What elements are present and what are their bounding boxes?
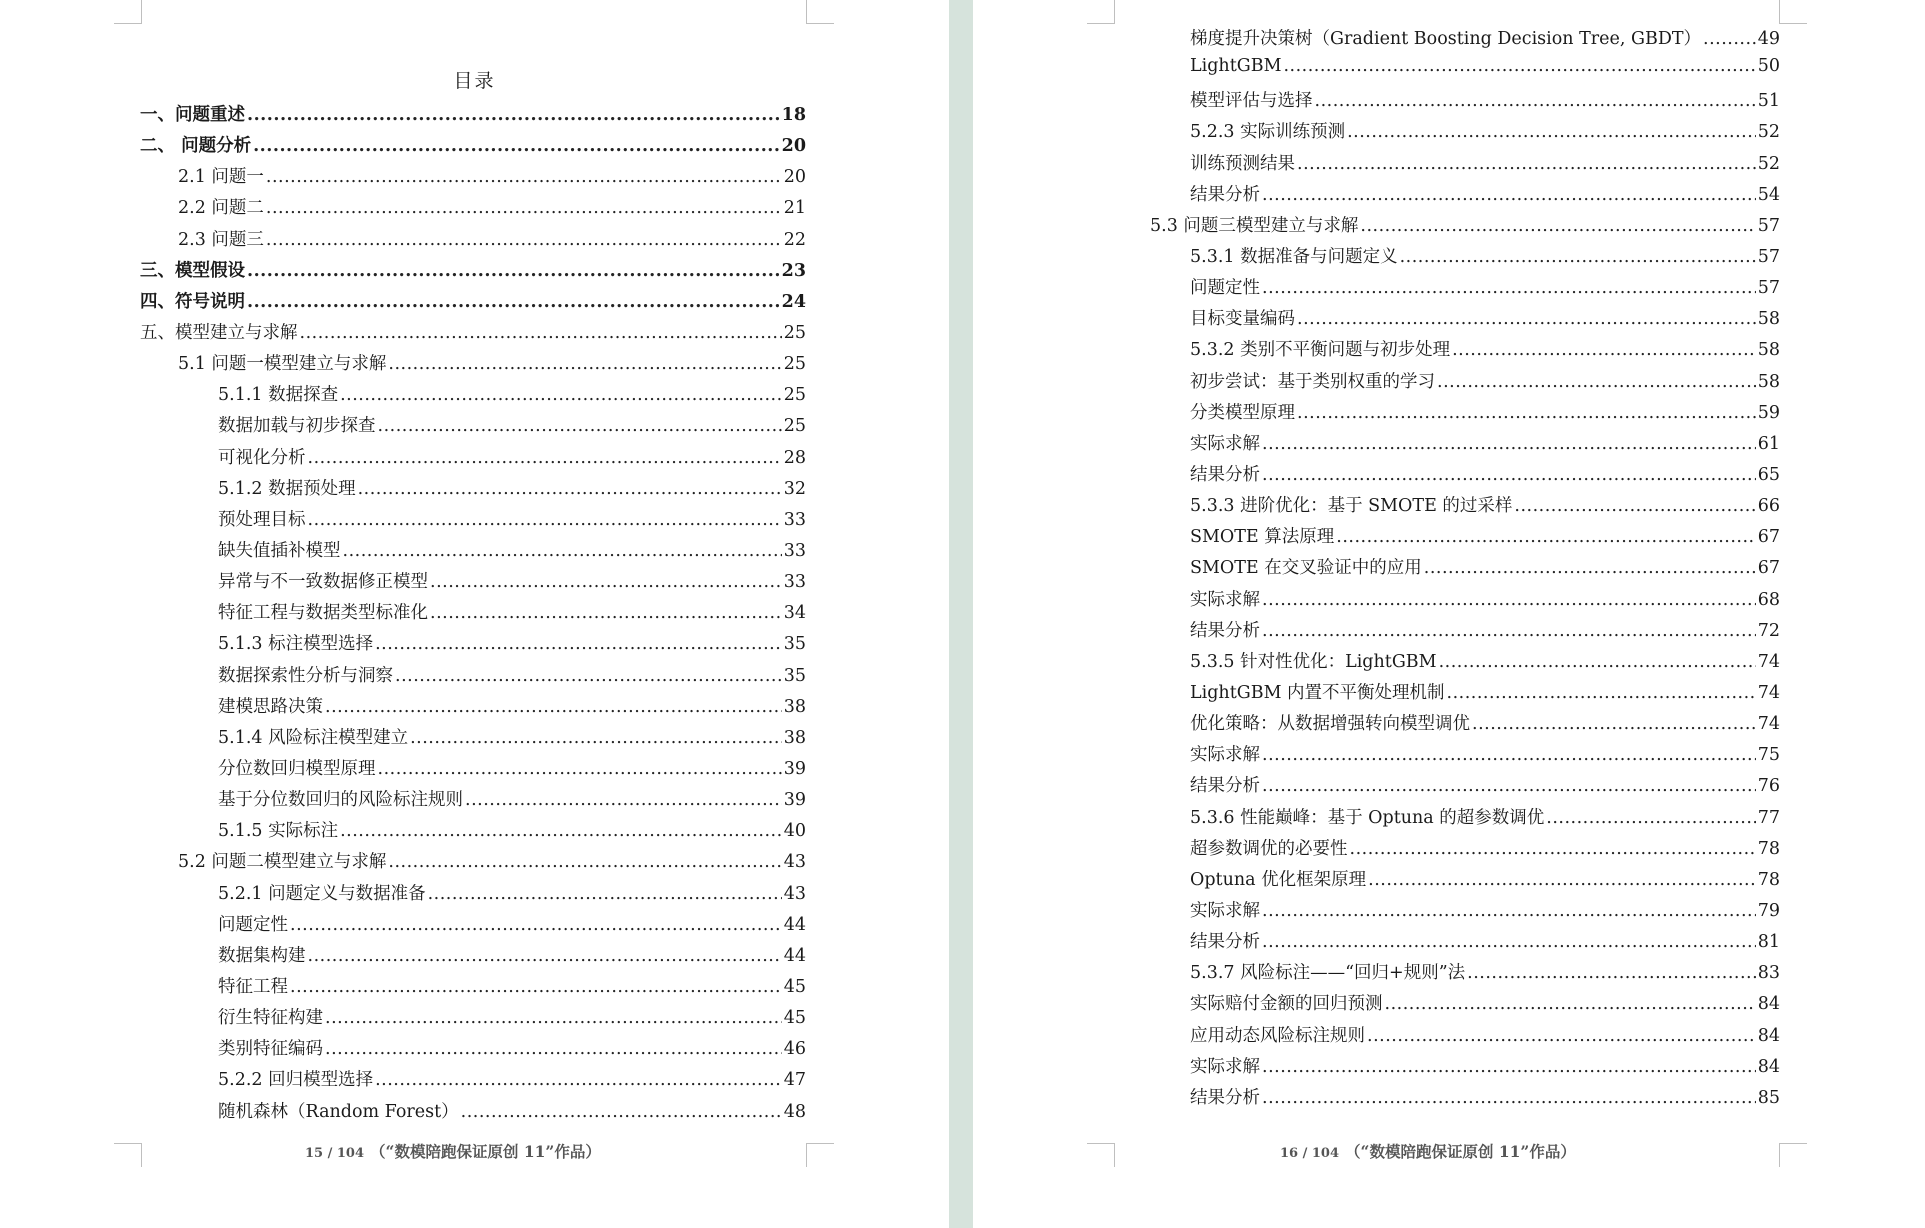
toc-entry[interactable] — [1150, 305, 1780, 336]
toc-entry-page-number: 58 — [1757, 371, 1780, 392]
toc-leader-dots — [461, 1102, 782, 1122]
toc-entry-label: 5.2.3 实际训练预测 — [1190, 122, 1346, 143]
toc-entry[interactable] — [140, 475, 806, 506]
toc-leader-dots — [247, 105, 780, 125]
page-number: 16 / 104 — [1280, 1146, 1340, 1161]
toc-leader-dots — [1262, 932, 1756, 952]
toc-entry[interactable] — [140, 599, 806, 630]
toc-entry[interactable] — [1150, 617, 1780, 648]
toc-entry-label: 数据加载与初步探查 — [218, 416, 376, 437]
toc-entry[interactable] — [140, 911, 806, 942]
toc-entry-label: 实际求解 — [1190, 745, 1260, 766]
toc-entry-page-number: 57 — [1757, 215, 1780, 236]
toc-leader-dots — [325, 1039, 782, 1059]
toc-entry[interactable] — [140, 1098, 806, 1129]
toc-entry[interactable] — [140, 1035, 806, 1066]
toc-leader-dots — [1262, 776, 1756, 796]
toc-entry[interactable] — [140, 568, 806, 599]
toc-entry-page-number: 57 — [1757, 278, 1780, 299]
toc-entry-label: SMOTE 算法原理 — [1190, 527, 1335, 548]
toc-leader-dots — [1262, 1088, 1756, 1108]
toc-entry-page-number: 28 — [783, 447, 806, 468]
toc-entry[interactable] — [1150, 430, 1780, 461]
crop-mark — [806, 1143, 834, 1167]
toc-entry-label: 2.3 问题三 — [178, 229, 264, 250]
toc-entry[interactable] — [1150, 1053, 1780, 1084]
toc-entry[interactable] — [1150, 804, 1780, 835]
toc-entry-page-number: 45 — [783, 1008, 806, 1029]
toc-entry[interactable] — [1150, 959, 1780, 990]
toc-entry-label: 结果分析 — [1190, 932, 1260, 953]
toc-entry-page-number: 22 — [783, 229, 806, 250]
footer-text: （“数模陪跑保证原创 11”作品） — [1345, 1142, 1576, 1161]
toc-entry-page-number: 67 — [1757, 527, 1780, 548]
toc-leader-dots — [1546, 808, 1755, 828]
toc-entry[interactable] — [1150, 648, 1780, 679]
toc-entry-page-number: 20 — [781, 136, 806, 157]
toc-entry[interactable] — [1150, 586, 1780, 617]
toc-entry-label: Optuna 优化框架原理 — [1190, 869, 1367, 890]
page-footer-right — [1280, 1140, 1576, 1162]
toc-entry[interactable] — [140, 1004, 806, 1035]
toc-leader-dots — [1439, 652, 1756, 672]
toc-entry-label: 5.1.2 数据预处理 — [218, 478, 356, 499]
toc-entry[interactable] — [140, 973, 806, 1004]
toc-entry-label: 初步尝试：基于类别权重的学习 — [1190, 371, 1435, 392]
toc-leader-dots — [378, 759, 782, 779]
toc-entry[interactable] — [140, 786, 806, 817]
toc-entry-page-number: 20 — [783, 167, 806, 188]
toc-leader-dots — [266, 230, 782, 250]
toc-entry-label: 5.2.2 回归模型选择 — [218, 1070, 374, 1091]
toc-entry-page-number: 34 — [783, 603, 806, 624]
toc-leader-dots — [266, 167, 782, 187]
toc-entry[interactable] — [140, 817, 806, 848]
toc-entry-page-number: 52 — [1757, 122, 1780, 143]
toc-entry-page-number: 74 — [1757, 651, 1780, 672]
toc-entry-label: 数据集构建 — [218, 945, 306, 966]
toc-leader-dots — [340, 385, 782, 405]
toc-leader-dots — [343, 541, 782, 561]
toc-entry-label: LightGBM — [1190, 56, 1282, 77]
toc-leader-dots — [1262, 621, 1756, 641]
toc-entry[interactable] — [1150, 87, 1780, 118]
toc-leader-dots — [1315, 91, 1756, 111]
toc-entry-page-number: 48 — [783, 1101, 806, 1122]
toc-entry[interactable] — [140, 693, 806, 724]
toc-entry-label: 5.2 问题二模型建立与求解 — [178, 852, 387, 873]
toc-leader-dots — [253, 136, 780, 156]
toc-entry[interactable] — [1150, 492, 1780, 523]
toc-entry-label: 特征工程 — [218, 976, 288, 997]
toc-entry-page-number: 61 — [1757, 433, 1780, 454]
toc-entry[interactable] — [1150, 118, 1780, 149]
toc-entry-page-number: 45 — [783, 976, 806, 997]
toc-entry-page-number: 33 — [783, 509, 806, 530]
toc-entry[interactable] — [1150, 243, 1780, 274]
toc-entry[interactable] — [140, 630, 806, 661]
toc-leader-dots — [358, 479, 782, 499]
toc-entry-page-number: 50 — [1757, 56, 1780, 77]
toc-leader-dots — [1297, 403, 1756, 423]
toc-entry-page-number: 76 — [1757, 776, 1780, 797]
crop-mark — [114, 1143, 142, 1167]
toc-leader-dots — [247, 292, 780, 312]
toc-entry[interactable] — [1150, 928, 1780, 959]
toc-leader-dots — [465, 790, 782, 810]
toc-leader-dots — [1367, 1026, 1756, 1046]
toc-leader-dots — [1262, 590, 1756, 610]
toc-leader-dots — [300, 323, 782, 343]
toc-leader-dots — [430, 572, 782, 592]
toc-entry-page-number: 78 — [1757, 838, 1780, 859]
toc-entry-page-number: 81 — [1757, 932, 1780, 953]
toc-entry-label: 五、模型建立与求解 — [140, 322, 298, 343]
page-footer-left — [305, 1140, 601, 1162]
toc-leader-dots — [1703, 29, 1756, 49]
toc-entry[interactable] — [1150, 523, 1780, 554]
toc-entry-page-number: 32 — [783, 478, 806, 499]
toc-entry-page-number: 59 — [1757, 402, 1780, 423]
toc-entry[interactable] — [1150, 554, 1780, 585]
toc-leader-dots — [1262, 745, 1756, 765]
toc-entry-label: 结果分析 — [1190, 464, 1260, 485]
toc-entry-page-number: 47 — [783, 1070, 806, 1091]
toc-entry-page-number: 25 — [783, 385, 806, 406]
toc-leader-dots — [388, 852, 781, 872]
toc-entry-page-number: 84 — [1757, 994, 1780, 1015]
toc-entry[interactable] — [1150, 461, 1780, 492]
toc-entry[interactable] — [1150, 399, 1780, 430]
toc-leader-dots — [1262, 901, 1756, 921]
toc-entry-page-number: 66 — [1757, 496, 1780, 517]
toc-leader-dots — [1350, 839, 1756, 859]
toc-entry[interactable] — [140, 132, 806, 163]
toc-leader-dots — [1447, 683, 1756, 703]
toc-entry-page-number: 39 — [783, 790, 806, 811]
toc-entry[interactable] — [140, 506, 806, 537]
toc-entry[interactable] — [140, 880, 806, 911]
toc-entry-label: 5.3.6 性能巅峰：基于 Optuna 的超参数调优 — [1190, 807, 1545, 828]
toc-leader-dots — [1297, 154, 1756, 174]
toc-entry-label: 实际求解 — [1190, 433, 1260, 454]
toc-entry-page-number: 43 — [783, 852, 806, 873]
toc-entry-label: 可视化分析 — [218, 447, 306, 468]
toc-entry[interactable] — [140, 537, 806, 568]
toc-entry-page-number: 38 — [783, 696, 806, 717]
toc-entry-label: 实际求解 — [1190, 1056, 1260, 1077]
toc-entry-label: 类别特征编码 — [218, 1039, 323, 1060]
toc-entry[interactable] — [1150, 897, 1780, 928]
toc-entry-page-number: 21 — [783, 198, 806, 219]
toc-entry-page-number: 51 — [1757, 91, 1780, 112]
toc-leader-dots — [308, 946, 782, 966]
toc-entry-label: 四、符号说明 — [140, 291, 245, 312]
toc-entry[interactable] — [140, 942, 806, 973]
toc-entry-page-number: 35 — [783, 665, 806, 686]
toc-entry-label: 基于分位数回归的风险标注规则 — [218, 790, 463, 811]
toc-leader-dots — [1400, 247, 1756, 267]
toc-entry-page-number: 84 — [1757, 1025, 1780, 1046]
toc-entry-page-number: 67 — [1757, 558, 1780, 579]
toc-entry-label: 5.1 问题一模型建立与求解 — [178, 354, 387, 375]
toc-entry-label: 应用动态风险标注规则 — [1190, 1025, 1365, 1046]
toc-entry-page-number: 58 — [1757, 309, 1780, 330]
toc-entry-page-number: 75 — [1757, 745, 1780, 766]
toc-leader-dots — [1262, 1057, 1756, 1077]
toc-entry-page-number: 40 — [783, 821, 806, 842]
toc-entry[interactable] — [140, 350, 806, 381]
toc-entry[interactable] — [1150, 212, 1780, 243]
toc-entry[interactable] — [1150, 679, 1780, 710]
toc-entry-page-number: 39 — [783, 758, 806, 779]
toc-entry[interactable] — [1150, 710, 1780, 741]
toc-entry-label: 5.1.1 数据探查 — [218, 385, 339, 406]
toc-entry-label: 实际求解 — [1190, 900, 1260, 921]
toc-entry-label: 目标变量编码 — [1190, 309, 1295, 330]
toc-entry[interactable] — [140, 226, 806, 257]
toc-entry[interactable] — [1150, 274, 1780, 305]
page-gutter — [949, 0, 973, 1228]
toc-leader-dots — [308, 510, 782, 530]
toc-entry-label: 5.2.1 问题定义与数据准备 — [218, 883, 426, 904]
toc-entry[interactable] — [140, 194, 806, 225]
toc-leader-dots — [325, 697, 782, 717]
toc-entry-label: 缺失值插补模型 — [218, 540, 341, 561]
toc-entry[interactable] — [140, 444, 806, 475]
toc-entry-label: 5.1.5 实际标注 — [218, 821, 339, 842]
toc-leader-dots — [1467, 963, 1756, 983]
toc-entry-label: 结果分析 — [1190, 776, 1260, 797]
toc-leader-dots — [1360, 216, 1755, 236]
toc-list-right — [1150, 25, 1780, 1115]
toc-entry-page-number: 23 — [781, 260, 806, 281]
toc-entry[interactable] — [140, 381, 806, 412]
toc-entry[interactable] — [140, 755, 806, 786]
toc-leader-dots — [247, 261, 780, 281]
toc-entry-label: 5.3.3 进阶优化：基于 SMOTE 的过采样 — [1190, 496, 1513, 517]
toc-entry[interactable] — [1150, 866, 1780, 897]
toc-leader-dots — [1452, 340, 1756, 360]
toc-entry[interactable] — [140, 662, 806, 693]
toc-leader-dots — [410, 728, 782, 748]
toc-entry-page-number: 44 — [783, 945, 806, 966]
toc-leader-dots — [1385, 994, 1756, 1014]
toc-entry-page-number: 58 — [1757, 340, 1780, 361]
toc-entry-label: 超参数调优的必要性 — [1190, 838, 1348, 859]
toc-list-left — [140, 101, 806, 1129]
toc-leader-dots — [375, 1070, 782, 1090]
toc-entry-label: SMOTE 在交叉验证中的应用 — [1190, 558, 1422, 579]
toc-entry-label: 三、模型假设 — [140, 260, 245, 281]
toc-leader-dots — [428, 884, 782, 904]
toc-entry-page-number: 77 — [1757, 807, 1780, 828]
toc-entry-page-number: 54 — [1757, 184, 1780, 205]
toc-entry[interactable] — [1150, 835, 1780, 866]
crop-mark — [806, 0, 834, 24]
toc-leader-dots — [1424, 558, 1756, 578]
toc-entry-label: 随机森林（Random Forest） — [218, 1101, 459, 1122]
toc-entry-label: 建模思路决策 — [218, 696, 323, 717]
toc-entry-label: 分位数回归模型原理 — [218, 758, 376, 779]
toc-leader-dots — [1297, 309, 1756, 329]
toc-leader-dots — [1514, 496, 1755, 516]
toc-entry-label: LightGBM 内置不平衡处理机制 — [1190, 682, 1445, 703]
toc-entry-label: 二、 问题分析 — [140, 136, 252, 157]
page-number: 15 / 104 — [305, 1146, 365, 1161]
toc-entry[interactable] — [140, 1066, 806, 1097]
toc-entry-page-number: 74 — [1757, 682, 1780, 703]
toc-leader-dots — [290, 915, 782, 935]
crop-mark — [1087, 0, 1115, 24]
toc-leader-dots — [1283, 56, 1755, 76]
toc-leader-dots — [1437, 372, 1756, 392]
toc-entry-page-number: 46 — [783, 1039, 806, 1060]
toc-entry[interactable] — [1150, 25, 1780, 56]
toc-entry-label: 结果分析 — [1190, 620, 1260, 641]
toc-leader-dots — [340, 821, 782, 841]
toc-entry-label: 衍生特征构建 — [218, 1008, 323, 1029]
toc-entry[interactable] — [1150, 1084, 1780, 1115]
toc-entry-page-number: 68 — [1757, 589, 1780, 610]
toc-leader-dots — [1262, 278, 1756, 298]
toc-leader-dots — [266, 198, 782, 218]
toc-entry-page-number: 25 — [783, 354, 806, 375]
toc-entry-page-number: 57 — [1757, 246, 1780, 267]
toc-entry-page-number: 78 — [1757, 869, 1780, 890]
toc-entry-label: 5.1.3 标注模型选择 — [218, 634, 374, 655]
toc-entry[interactable] — [140, 101, 806, 132]
toc-entry-label: 5.1.4 风险标注模型建立 — [218, 727, 409, 748]
toc-entry[interactable] — [1150, 336, 1780, 367]
toc-entry-page-number: 72 — [1757, 620, 1780, 641]
toc-entry-label: 5.3 问题三模型建立与求解 — [1150, 215, 1359, 236]
toc-entry-page-number: 25 — [783, 322, 806, 343]
crop-mark — [1779, 0, 1807, 24]
toc-leader-dots — [1472, 714, 1756, 734]
toc-leader-dots — [1262, 434, 1756, 454]
toc-entry-page-number: 52 — [1757, 153, 1780, 174]
toc-entry[interactable] — [140, 412, 806, 443]
toc-entry-label: 训练预测结果 — [1190, 153, 1295, 174]
toc-entry-label: 5.3.5 针对性优化：LightGBM — [1190, 651, 1437, 672]
toc-entry-label: 问题定性 — [218, 914, 288, 935]
toc-leader-dots — [308, 448, 782, 468]
toc-entry-page-number: 35 — [783, 634, 806, 655]
toc-entry-page-number: 84 — [1757, 1056, 1780, 1077]
toc-entry[interactable] — [1150, 772, 1780, 803]
toc-leader-dots — [375, 634, 782, 654]
toc-entry-page-number: 33 — [783, 540, 806, 561]
toc-entry-label: 5.3.2 类别不平衡问题与初步处理 — [1190, 340, 1451, 361]
toc-entry-page-number: 24 — [781, 291, 806, 312]
toc-entry[interactable] — [140, 257, 806, 288]
toc-leader-dots — [1262, 185, 1756, 205]
toc-entry-page-number: 18 — [781, 105, 806, 125]
toc-leader-dots — [430, 603, 782, 623]
toc-leader-dots — [395, 666, 782, 686]
toc-entry[interactable] — [1150, 990, 1780, 1021]
toc-entry-page-number: 85 — [1757, 1087, 1780, 1108]
toc-entry[interactable] — [140, 848, 806, 879]
toc-entry[interactable] — [1150, 150, 1780, 181]
toc-entry-page-number: 79 — [1757, 900, 1780, 921]
toc-leader-dots — [1262, 465, 1756, 485]
toc-leader-dots — [290, 977, 782, 997]
toc-entry-label: 数据探索性分析与洞察 — [218, 665, 393, 686]
crop-mark — [1779, 1143, 1807, 1167]
toc-entry-page-number: 38 — [783, 727, 806, 748]
crop-mark — [114, 0, 142, 24]
toc-leader-dots — [1336, 527, 1755, 547]
toc-entry-label: 结果分析 — [1190, 184, 1260, 205]
toc-entry-page-number: 83 — [1757, 963, 1780, 984]
toc-entry-label: 一、问题重述 — [140, 105, 245, 125]
toc-leader-dots — [378, 416, 782, 436]
toc-entry[interactable] — [1150, 1022, 1780, 1053]
toc-entry[interactable] — [1150, 741, 1780, 772]
toc-entry-label: 预处理目标 — [218, 509, 306, 530]
toc-title: 目录 — [453, 70, 496, 92]
toc-entry-label: 梯度提升决策树（Gradient Boosting Decision Tree, GBDT） — [1190, 29, 1702, 49]
toc-entry-label: 实际赔付金额的回归预测 — [1190, 994, 1383, 1015]
toc-entry-page-number: 74 — [1757, 714, 1780, 735]
toc-entry-label: 优化策略：从数据增强转向模型调优 — [1190, 714, 1470, 735]
toc-entry[interactable] — [140, 163, 806, 194]
toc-entry[interactable] — [1150, 181, 1780, 212]
toc-entry-label: 结果分析 — [1190, 1087, 1260, 1108]
toc-leader-dots — [388, 354, 781, 374]
toc-entry[interactable] — [1150, 56, 1780, 87]
footer-text: （“数模陪跑保证原创 11”作品） — [370, 1142, 601, 1161]
toc-entry-label: 异常与不一致数据修正模型 — [218, 572, 428, 593]
toc-entry[interactable] — [140, 319, 806, 350]
toc-leader-dots — [1347, 122, 1756, 142]
crop-mark — [1087, 1143, 1115, 1167]
toc-entry-page-number: 65 — [1757, 464, 1780, 485]
toc-entry-label: 问题定性 — [1190, 278, 1260, 299]
toc-entry-page-number: 49 — [1757, 29, 1780, 49]
toc-entry-page-number: 43 — [783, 883, 806, 904]
toc-leader-dots — [1368, 870, 1756, 890]
toc-entry-label: 5.3.7 风险标注——“回归+规则”法 — [1190, 963, 1466, 984]
toc-entry-label: 5.3.1 数据准备与问题定义 — [1190, 246, 1398, 267]
toc-entry-label: 2.1 问题一 — [178, 167, 264, 188]
toc-entry[interactable] — [1150, 368, 1780, 399]
toc-entry-label: 特征工程与数据类型标准化 — [218, 603, 428, 624]
toc-entry-page-number: 33 — [783, 572, 806, 593]
toc-entry-label: 2.2 问题二 — [178, 198, 264, 219]
toc-entry-page-number: 44 — [783, 914, 806, 935]
toc-leader-dots — [325, 1008, 782, 1028]
toc-entry-label: 实际求解 — [1190, 589, 1260, 610]
toc-entry-label: 模型评估与选择 — [1190, 91, 1313, 112]
toc-entry-label: 分类模型原理 — [1190, 402, 1295, 423]
toc-entry[interactable] — [140, 288, 806, 319]
toc-entry[interactable] — [140, 724, 806, 755]
toc-entry-page-number: 25 — [783, 416, 806, 437]
